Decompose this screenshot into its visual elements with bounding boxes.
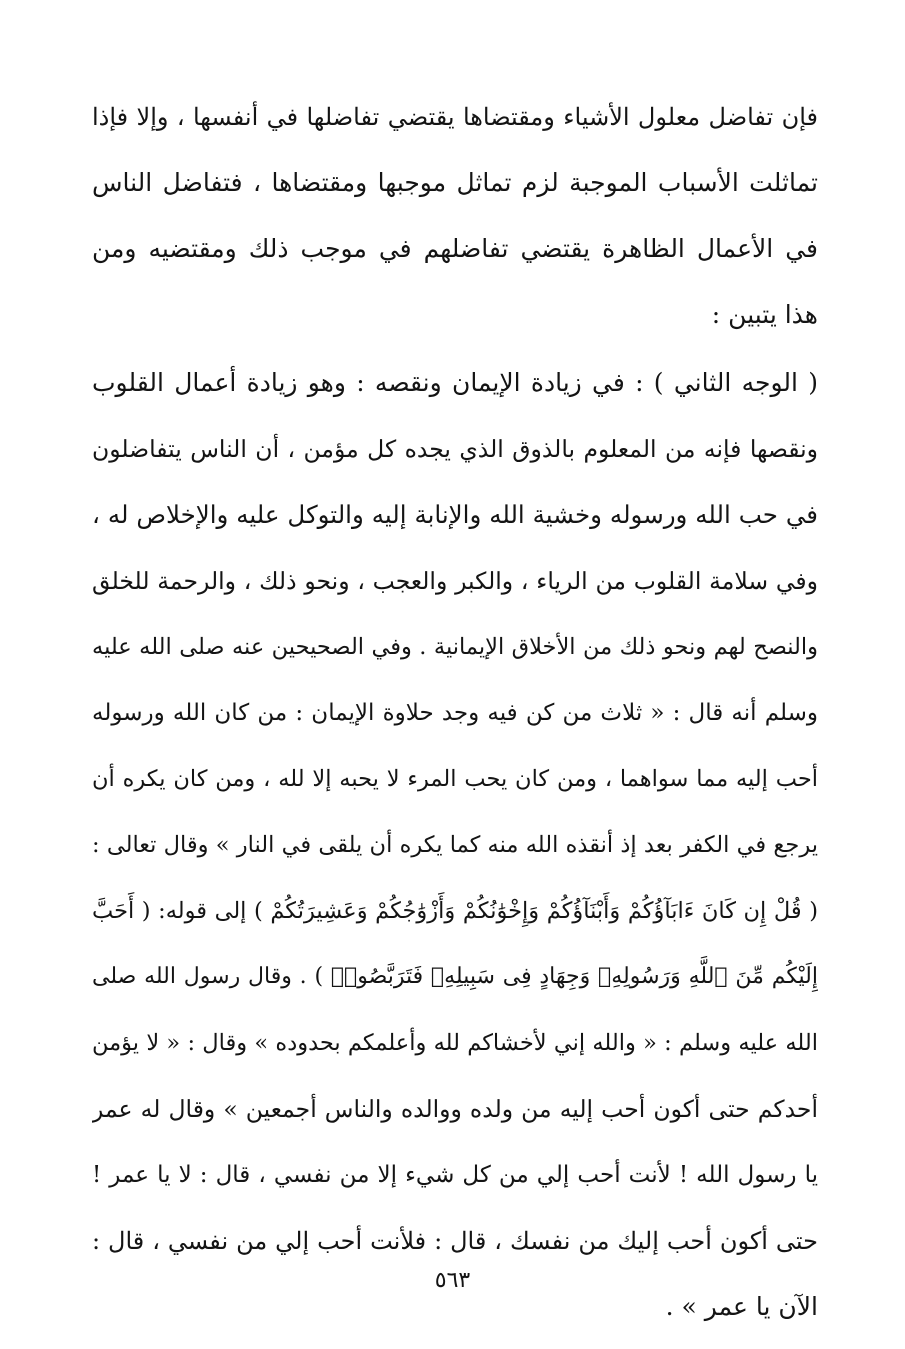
text-line: وسلم أنه قال : « ثلاث من كن فيه وجد حلاوة الإيمان : من كان الله ورسوله: [92, 700, 818, 726]
text-line: الآن يا عمر » .: [665, 1292, 818, 1321]
quran-verse-line: ( قُلْ إِن كَانَ ءَابَآؤُكُمْ وَأَبْنَآؤُكُمْ وَإِخْوَٰنُكُمْ وَأَزْوَٰجُكُمْ وَعَشِيرَتُكُمْ ) إلى قوله: ( أَحَبَّ: [92, 898, 818, 924]
text-line: فإن تفاضل معلول الأشياء ومقتضاها يقتضي تفاضلها في أنفسها ، وإلا فإذا: [92, 103, 818, 131]
text-line: وفي سلامة القلوب من الرياء ، والكبر والعجب ، ونحو ذلك ، والرحمة للخلق: [92, 567, 818, 595]
text-line: أحدكم حتى أكون أحب إليه من ولده ووالده والناس أجمعين » وقال له عمر: [92, 1095, 818, 1123]
paragraph-2: [92, 350, 818, 1340]
paragraph-1: [92, 84, 818, 348]
text-line: حتى أكون أحب إليك من نفسك ، قال : فلأنت أحب إلي من نفسي ، قال :: [92, 1227, 818, 1255]
text-line: يا رسول الله ! لأنت أحب إلي من كل شيء إلا من نفسي ، قال : لا يا عمر !: [92, 1162, 818, 1188]
text-line: ( الوجه الثاني ) : في زيادة الإيمان ونقصه : وهو زيادة أعمال القلوب: [92, 368, 818, 397]
text-line: ونقصها فإنه من المعلوم بالذوق الذي يجده كل مؤمن ، أن الناس يتفاضلون: [92, 435, 818, 463]
text-line: تماثلت الأسباب الموجبة لزم تماثل موجبها ومقتضاها ، فتفاضل الناس: [92, 168, 818, 197]
text-line: في حب الله ورسوله وخشية الله والإنابة إليه والتوكل عليه والإخلاص له ،: [92, 500, 818, 529]
text-line: أحب إليه مما سواهما ، ومن كان يحب المرء لا يحبه إلا لله ، ومن كان يكره أن: [92, 766, 818, 792]
text-line: في الأعمال الظاهرة يقتضي تفاضلهم في موجب ذلك ومقتضيه ومن: [92, 234, 818, 263]
page-number: ٥٦٣: [434, 1268, 471, 1293]
quran-verse-line: إِلَيْكُم مِّنَ ٱللَّهِ وَرَسُولِهِۦ وَجِهَادٍ فِى سَبِيلِهِۦ فَتَرَبَّصُوا۟ ) . وقال رسول الله صلى: [92, 964, 818, 989]
text-line: هذا يتبين :: [711, 300, 818, 329]
text-line: الله عليه وسلم : « والله إني لأخشاكم لله وأعلمكم بحدوده » وقال : « لا يؤمن: [92, 1030, 818, 1056]
text-line: والنصح لهم ونحو ذلك من الأخلاق الإيمانية . وفي الصحيحين عنه صلى الله عليه: [92, 634, 818, 660]
text-line: يرجع في الكفر بعد إذ أنقذه الله منه كما يكره أن يلقى في النار » وقال تعالى :: [92, 832, 818, 858]
